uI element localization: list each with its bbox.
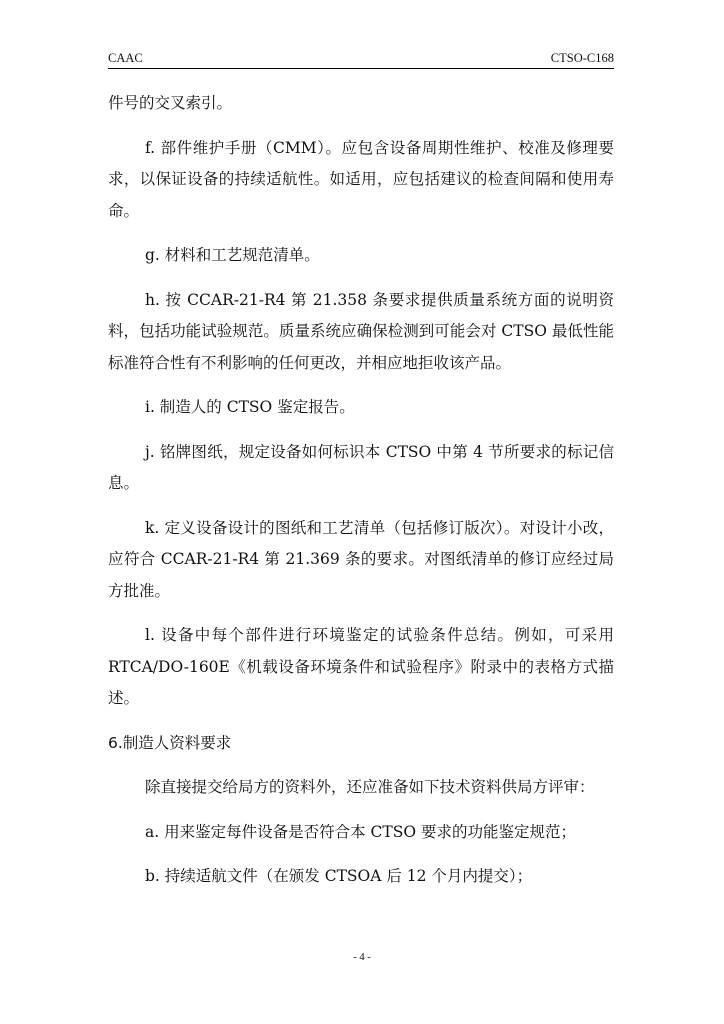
paragraph: 件号的交叉索引。 bbox=[108, 94, 233, 112]
paragraph-item-b: b. 持续适航文件（在颁发 CTSOA 后 12 个月内提交）； bbox=[145, 867, 533, 885]
paragraph-item-h: h. 按 CCAR-21-R4 第 21.358 条要求提供质量系统方面的说明资料，包括功能试验规范。质量系统应确保检测到可能会对 CTSO 最低性能标准符合性有不利影响的任何更改，并相应地拒收该产品。 bbox=[108, 290, 614, 372]
page-number: - 4 - bbox=[353, 952, 371, 963]
page-header bbox=[108, 50, 614, 69]
section-heading: 6.制造人资料要求 bbox=[108, 733, 232, 752]
paragraph-item-f: f. 部件维护手册（CMM）。应包含设备周期性维护、校准及修理要求，以保证设备的持续适航性。如适用，应包括建议的检查间隔和使用寿命。 bbox=[108, 138, 614, 220]
document-body bbox=[108, 88, 614, 906]
header-org: CAAC bbox=[108, 51, 143, 65]
paragraph-item-j: j. 铭牌图纸，规定设备如何标识本 CTSO 中第 4 节所要求的标记信息。 bbox=[108, 442, 614, 492]
header-doc-id: CTSO-C168 bbox=[550, 51, 614, 65]
paragraph-intro: 除直接提交给局方的资料外，还应准备如下技术资料供局方评审： bbox=[145, 778, 595, 796]
paragraph-item-a: a. 用来鉴定每件设备是否符合本 CTSO 要求的功能鉴定规范； bbox=[145, 822, 576, 841]
paragraph-item-i: i. 制造人的 CTSO 鉴定报告。 bbox=[145, 398, 355, 416]
paragraph-item-l: l. 设备中每个部件进行环境鉴定的试验条件总结。例如，可采用 RTCA/DO-160E《机载设备环境条件和试验程序》附录中的表格方式描述。 bbox=[108, 626, 614, 707]
paragraph-item-g: g. 材料和工艺规范清单。 bbox=[145, 246, 320, 264]
paragraph-item-k: k. 定义设备设计的图纸和工艺清单（包括修订版次）。对设计小改，应符合 CCAR-21-R4 第 21.369 条的要求。对图纸清单的修订应经过局方批准。 bbox=[108, 518, 614, 600]
